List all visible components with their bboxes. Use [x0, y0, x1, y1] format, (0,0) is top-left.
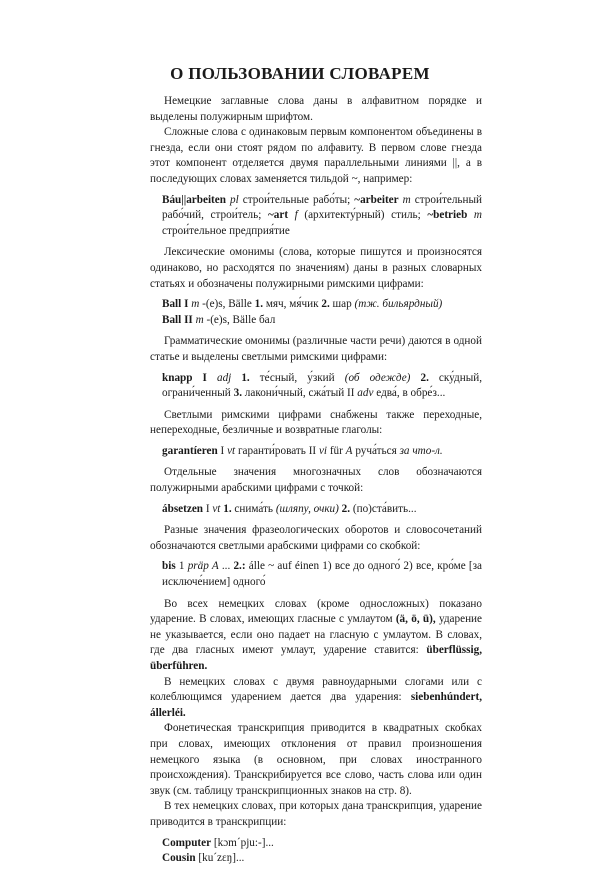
paragraph-transcription-stress: В тех немецких словах, при которых дана транскрипция, ударение приводится в транскрипции:	[150, 800, 482, 828]
usage-guide-text	[150, 94, 482, 873]
headword: Báu||arbeiten	[162, 193, 226, 206]
headword: ~arbeiter	[354, 193, 399, 206]
paragraph-transcription: Фонетическая транскрипция приводится в квадратных скобках при словах, имеющих отклонения от правил произношения немецкого языка (в основном, при словах иностранного происхождения). Транскрибируется все слово, часть слова или один звук (см. таблицу транскрипционных знаков на стр. 8).	[150, 722, 482, 797]
entry-line: Ball II m -(e)s, Bälle бал	[162, 313, 276, 326]
paragraph-double-stress: В немецких словах с двумя равноударными слогами или с колеблющимся ударением дается два ударения: siebenhúndert, állerléi.	[150, 675, 482, 719]
example-meanings: ábsetzen I vt 1. снима́ть (шляпу, очки) 2. (по)ста́вить...	[162, 502, 417, 515]
paragraph-meanings: Отдельные значения многозначных слов обозначаются полужирными арабскими цифрами с точкой:	[150, 466, 482, 495]
example-phrases: bis 1 präp A ... 2.: álle ~ auf éinen 1) все до одного́ 2) все, кро́ме [за исключе́нием] одного́	[162, 560, 482, 589]
example-lexical-homonyms	[162, 297, 482, 328]
entry-line: Cousin [kuˊzɛŋ]...	[162, 852, 245, 865]
example-transcription	[162, 836, 482, 867]
paragraph-compounds: Сложные слова с одинаковым первым компонентом объединены в гнезда, если они стоят рядом по алфавиту. В первом слове гнезда этот компонент отделяется двумя параллельными линиями ||, а в последующих словах заменяется тильдой ~, например:	[150, 126, 482, 185]
page-title: О ПОЛЬЗОВАНИИ СЛОВАРЕМ	[170, 64, 430, 83]
example-compounds: Báu||arbeiten pl строи́тельные рабо́ты; ~arbeiter m строи́тельный рабо́чий, строи́тель; ~art f (архитекту́рный) стиль; ~betrieb m строи́тельное предприя́тие	[162, 193, 483, 237]
paragraph-verbs: Светлыми римскими цифрами снабжены также переходные, непереходные, безличные и возвратные глаголы:	[150, 408, 482, 437]
paragraph-grammatical-homonyms: Грамматические омонимы (различные части речи) даются в одной статье и выделены светлыми римскими цифрами:	[150, 335, 482, 363]
paragraph-lexical-homonyms: Лексические омонимы (слова, которые пишутся и произносятся одинаково, но расходятся по значениям) даны в разных словарных статьях и обозначены полужирными римскими цифрами:	[150, 246, 482, 290]
entry-line: Computer [kɔmˊpju:-]...	[162, 836, 274, 849]
paragraph-headwords: Немецкие заглавные слова даны в алфавитном порядке и выделены полужирным шрифтом.	[150, 95, 482, 123]
paragraph-phrases: Разные значения фразеологических оборотов и словосочетаний обозначаются светлыми арабскими цифрами со скобкой:	[150, 524, 482, 552]
headword: ~betrieb	[427, 209, 468, 222]
example-verbs: garantíeren I vt гаранти́ровать II vi für A руча́ться за что-л.	[162, 444, 443, 457]
example-grammatical-homonyms: knapp I adj 1. те́сный, у́зкий (об одежде) 2. ску́дный, ограни́ченный 3. лакони́чный, сжа́тый II adv едва́, в обре́з...	[162, 371, 483, 400]
headword: ~art	[267, 209, 289, 222]
paragraph-stress: Во всех немецких словах (кроме односложных) показано ударение. В словах, имеющих гласные с умлаутом (ä, ö, ü), ударение не указывается, если оно падает на гласную с умлаутом. В словах, где два гласных имеют умлаут, ударение ставится: überflüssig, überführen.	[150, 597, 483, 672]
entry-line: Ball I m -(e)s, Bälle 1. мяч, мя́чик 2. шар (тж. бильярдный)	[162, 298, 443, 311]
